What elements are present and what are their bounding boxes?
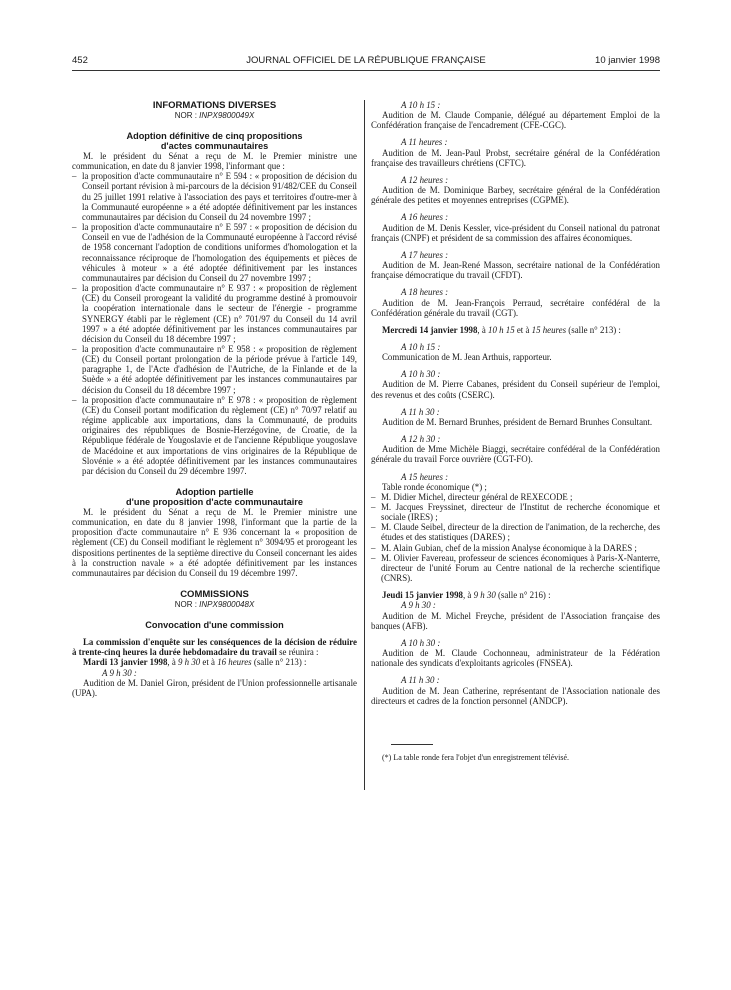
list-item: – la proposition d'acte communautaire n° E 978 : « proposition de règlement (CE) du Conseil portant modification du règlement (CE) n° 70/97 relatif au régime applicable aux importations, dans la Communauté, de produits originaires des républiques de Bosnie-Herzégovine, de Croatie, de la République fédérale de Yougoslavie et de l'ancienne République yougoslave de Macédoine et aux importations de vins originaires de la République de Slovénie » a été adoptée définitivement par les instances communautaires par décision du Conseil du 29 décembre 1997.	[72, 395, 357, 476]
session-day-heading: Jeudi 15 janvier 1998, à 9 h 30 (salle n° 216) :	[382, 590, 551, 601]
left-column	[72, 100, 357, 698]
session-text: Audition de M. Bernard Brunhes, président de Bernard Brunhes Consultant.	[382, 416, 653, 427]
article-body: M. le président du Sénat a reçu de M. le Premier ministre une communication, en date du 8 janvier 1998, l'informant que la partie de la proposition d'acte communautaire n° E 936 concernant la « proposition de règlement (CE) du Conseil modifiant le règlement n° 3094/95 et prorogeant les dispositions pertinentes de la septième directive du Conseil concernant les aides à la construction navale » a été adoptée définitivement par les instances communautaires par décision du Conseil du 19 décembre 1997.	[72, 507, 357, 578]
session-text: Audition de M. Michel Freyche, président de l'Association française des banques (AFB).	[371, 610, 660, 631]
session-block	[371, 675, 660, 705]
section-title-commissions: COMMISSIONS	[180, 589, 249, 601]
proposal-list	[72, 171, 357, 476]
list-item: – la proposition d'acte communautaire n° E 594 : « proposition de décision du Conseil portant révision à mi-parcours de la décision 91/482/CEE du Conseil du 25 juillet 1991 relative à l'association des pays et territoires d'outre-mer à la Communauté européenne » a été adoptée définitivement par les instances communautaires par décision du Conseil du 24 novembre 1997 ;	[72, 171, 357, 222]
issue-date: 10 janvier 1998	[595, 55, 660, 66]
page-header	[72, 55, 660, 69]
list-item: – M. Jacques Freyssinet, directeur de l'Institut de recherche économique et sociale (IRES) ;	[371, 502, 660, 522]
session-time: A 9 h 30 :	[401, 600, 436, 611]
session-day-heading: Mardi 13 janvier 1998, à 9 h 30 et à 16 heures (salle n° 213) :	[83, 657, 307, 668]
commission-announcement: La commission d'enquête sur les conséquences de la décision de réduire à trente-cinq heures la durée hebdomadaire du travail se réunira :	[72, 637, 357, 658]
column-divider	[364, 100, 365, 790]
session-text: Audition de M. Jean-François Perraud, secrétaire confédéral de la Confédération générale du travail (CGT).	[371, 297, 660, 318]
session-time: A 9 h 30 :	[102, 667, 137, 678]
list-item: – la proposition d'acte communautaire n° E 958 : « proposition de règlement (CE) du Conseil portant prolongation de la période prévue à l'article 149, paragraphe 1, de l'Acte d'adhésion de l'Autriche, de la Finlande et de la Suède » a été adoptée définitivement par les instances communautaires par décision du Conseil du 18 décembre 1997 ;	[72, 344, 357, 395]
session-time: A 10 h 30 :	[401, 637, 441, 648]
session-text: Audition de M. Dominique Barbey, secrétaire général de la Confédération générale des petites et moyennes entreprises (CGPME).	[371, 185, 660, 206]
right-column	[371, 100, 660, 763]
session-block	[371, 250, 660, 280]
session-block	[371, 600, 660, 630]
session-block	[371, 287, 660, 317]
session-time: A 11 h 30 :	[401, 675, 440, 686]
session-text: Audition de M. Claude Companie, délégué au département Emploi de la Confédération française de l'encadrement (CFE-CGC).	[371, 110, 660, 131]
session-block	[371, 434, 660, 464]
list-item: – M. Olivier Favereau, professeur de sciences économiques à Paris-X-Nanterre, directeur de l'unité Forum au Centre national de la recherche scientifique (CNRS).	[371, 553, 660, 583]
session-time: A 10 h 30 :	[401, 369, 441, 380]
round-table-title: Table ronde économique (*) ;	[382, 481, 487, 492]
header-rule	[72, 70, 660, 71]
session-text: Audition de M. Daniel Giron, président de l'Union professionnelle artisanale (UPA).	[72, 677, 357, 698]
session-block	[371, 342, 660, 362]
article-title-adoption-definitive: Adoption définitive de cinq propositions d'actes communautaires	[126, 131, 303, 151]
list-item: – M. Alain Gubian, chef de la mission Analyse économique à la DARES ;	[371, 543, 660, 553]
session-text: Communication de M. Jean Arthuis, rapporteur.	[382, 352, 552, 363]
session-text: Audition de M. Jean Catherine, représentant de l'Association nationale des directeurs et cadres de la fonction personnel (ANDCP).	[371, 685, 660, 706]
section-title-informations: INFORMATIONS DIVERSES	[152, 100, 277, 111]
list-item: – M. Didier Michel, directeur général de REXECODE ;	[371, 492, 660, 502]
session-time: A 11 h 30 :	[401, 406, 440, 417]
round-table-list	[371, 492, 660, 583]
journal-title: JOURNAL OFFICIEL DE LA RÉPUBLIQUE FRANÇAISE	[246, 55, 486, 66]
session-block	[371, 407, 660, 427]
article-title-adoption-partielle: Adoption partielle d'une proposition d'acte communautaire	[126, 487, 303, 507]
nor-reference: NOR : INPX9800048X	[174, 600, 255, 610]
session-time: A 17 heures :	[401, 249, 449, 260]
session-block	[371, 100, 660, 130]
list-item: – M. Claude Seibel, directeur de la direction de l'animation, de la recherche, des études et des statistiques (DARES) ;	[371, 522, 660, 542]
session-block	[371, 137, 660, 167]
article-title-convocation: Convocation d'une commission	[145, 620, 284, 631]
footnote: (*) La table ronde fera l'objet d'un enregistrement télévisé.	[382, 752, 570, 762]
session-block	[371, 369, 660, 399]
session-day-heading: Mercredi 14 janvier 1998, à 10 h 15 et à 15 heures (salle n° 213) :	[382, 324, 621, 335]
session-time: A 10 h 15 :	[401, 341, 441, 352]
session-time: A 15 heures :	[401, 471, 449, 482]
session-time: A 10 h 15 :	[401, 100, 441, 110]
session-text: Audition de Mme Michèle Biaggi, secrétaire confédéral de la Confédération générale du travail Force ouvrière (CGT-FO).	[371, 444, 660, 465]
session-time: A 16 heures :	[401, 212, 449, 223]
session-block	[371, 638, 660, 668]
session-time: A 11 heures :	[401, 137, 448, 148]
session-time: A 12 h 30 :	[401, 434, 441, 445]
session-text: Audition de M. Jean-René Masson, secrétaire national de la Confédération française démocratique du travail (CFDT).	[371, 260, 660, 281]
session-text: Audition de M. Jean-Paul Probst, secrétaire général de la Confédération française des travailleurs chrétiens (CFTC).	[371, 147, 660, 168]
session-block	[371, 175, 660, 205]
list-item: – la proposition d'acte communautaire n° E 937 : « proposition de règlement (CE) du Conseil prorogeant la validité du programme destiné à promouvoir la coopération internationale dans le secteur de l'énergie - programme SYNERGY établi par le règlement (CE) n° 701/97 du Conseil du 14 avril 1997 » a été adoptée définitivement par les instances communautaires par décision du Conseil du 18 décembre 1997 ;	[72, 283, 357, 344]
session-time: A 18 heures :	[401, 287, 449, 298]
article-intro: M. le président du Sénat a reçu de M. le Premier ministre une communication, en date du 8 janvier 1998, l'informant que :	[72, 151, 357, 172]
session-text: Audition de M. Pierre Cabanes, président du Conseil supérieur de l'emploi, des revenus et des coûts (CSERC).	[371, 379, 660, 400]
session-text: Audition de M. Denis Kessler, vice-président du Conseil national du patronat français (CNPF) et président de sa commission des affaires économiques.	[371, 222, 660, 243]
list-item: – la proposition d'acte communautaire n° E 597 : « proposition de décision du Conseil en vue de l'adhésion de la Communauté européenne à l'accord révisé de 1958 concernant l'adoption de conditions uniformes d'homologation et la reconnaissance réciproque de l'homologation des équipements et pièces de véhicules à moteur » a été adoptée définitivement par les instances communautaires par décision du Conseil du 27 novembre 1997 ;	[72, 222, 357, 283]
session-text: Audition de M. Claude Cochonneau, administrateur de la Fédération nationale des syndicats d'exploitants agricoles (FNSEA).	[371, 648, 660, 669]
session-time: A 12 heures :	[401, 174, 449, 185]
footnote-rule	[391, 744, 433, 745]
nor-reference: NOR : INPX9800049X	[174, 111, 255, 120]
page-number: 452	[72, 55, 88, 66]
session-block	[371, 212, 660, 242]
